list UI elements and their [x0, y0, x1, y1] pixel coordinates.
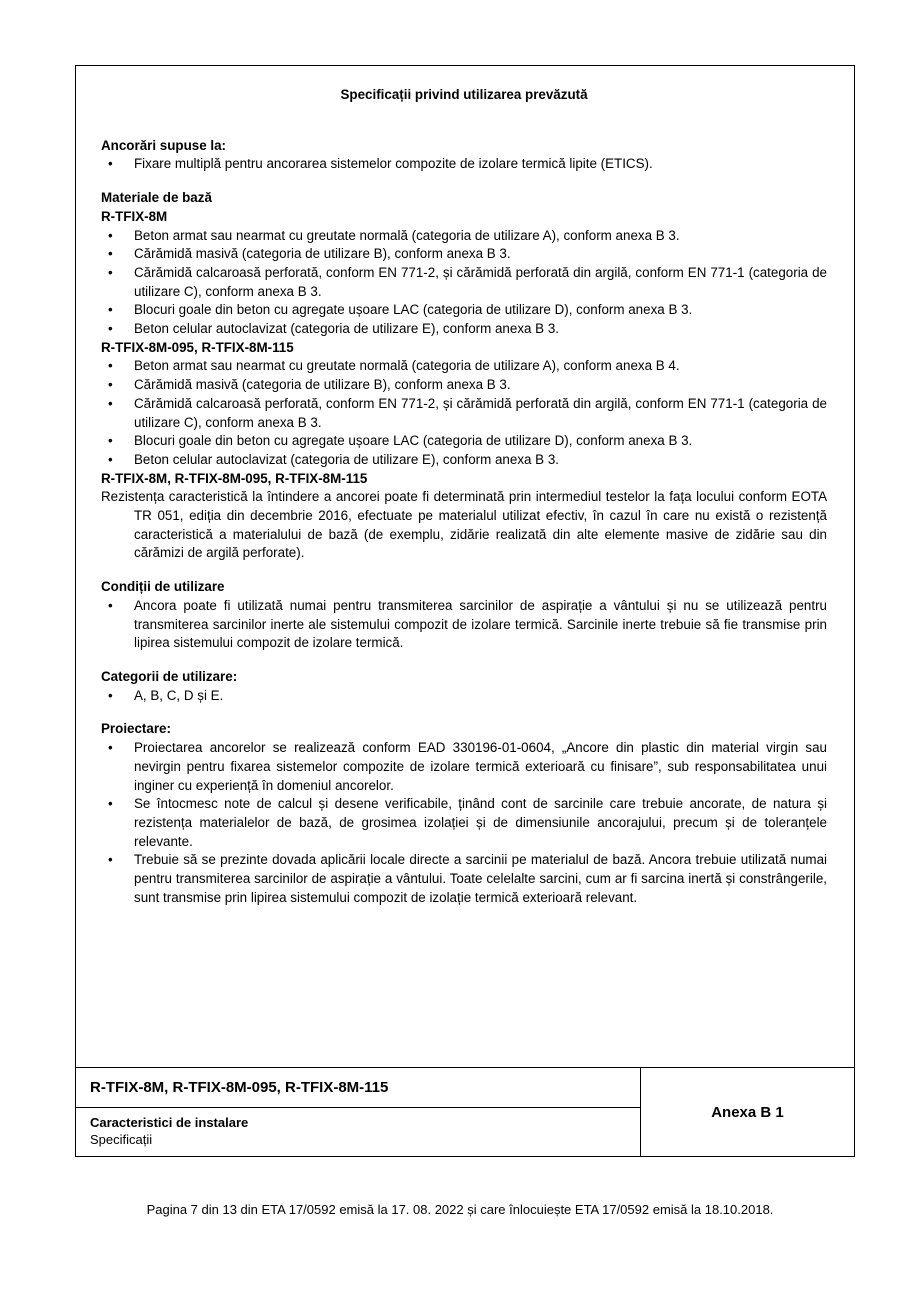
bullet-text: A, B, C, D și E. [134, 687, 224, 703]
bullet-item [101, 155, 827, 174]
bullet-icon: • [108, 395, 113, 411]
bullet-text: Proiectarea ancorelor se realizează conform EAD 330196-01-0604, „Ancore din plastic din material virgin sau nevirgin pentru fixarea sistemelor compozite de izolare termică exterioară cu finisare”, sub responsabilitatea unui inginer cu experiență în domeniul ancorelor. [134, 740, 827, 793]
bullet-text: Cărămidă calcaroasă perforată, conform EN 771-2, și cărămidă perforată din argilă, conform EN 771-1 (categoria de utilizare C), conform anexa B 3. [134, 264, 827, 299]
page-footer: Pagina 7 din 13 din ETA 17/0592 emisă la 17. 08. 2022 și care înlocuiește ETA 17/0592 emisă la 18.10.2018. [146, 1202, 774, 1217]
bullet-icon: • [108, 321, 113, 337]
section-heading: Proiectare: [101, 721, 171, 737]
bullet-item [101, 795, 827, 851]
bullet-text: Beton celular autoclavizat (categoria de utilizare E), conform anexa B 3. [134, 321, 560, 337]
bullet-text: Cărămidă masivă (categoria de utilizare B), conform anexa B 3. [134, 246, 511, 262]
annex-footer-table [76, 1067, 854, 1156]
bullet-text: Cărămidă masivă (categoria de utilizare B), conform anexa B 3. [134, 377, 511, 393]
footer-product-line: R-TFIX-8M, R-TFIX-8M-095, R-TFIX-8M-115 [76, 1068, 640, 1108]
annex-label: Anexa B 1 [711, 1103, 784, 1121]
document-body [101, 137, 827, 908]
bullet-item [101, 301, 827, 320]
footer-section-title: Caracteristici de instalare [90, 1115, 249, 1130]
bullet-text: Cărămidă calcaroasă perforată, conform EN 771-2, și cărămidă perforată din argilă, conform EN 771-1 (categoria de utilizare C), conform anexa B 3. [134, 395, 827, 430]
bullet-icon: • [108, 433, 113, 449]
bullet-item [101, 395, 827, 432]
bullet-icon: • [108, 358, 113, 374]
page-title: Specificații privind utilizarea prevăzută [340, 87, 588, 102]
bullet-icon: • [108, 451, 113, 467]
subheading: R-TFIX-8M, R-TFIX-8M-095, R-TFIX-8M-115 [101, 470, 368, 486]
document-content [76, 66, 854, 1067]
section-heading: Categorii de utilizare: [101, 668, 238, 684]
section-heading: Materiale de bază [101, 190, 212, 206]
bullet-icon: • [108, 302, 113, 318]
bullet-icon: • [108, 156, 113, 172]
bullet-icon: • [108, 796, 113, 812]
bullet-item [101, 687, 827, 706]
bullet-text: Ancora poate fi utilizată numai pentru transmiterea sarcinilor de aspirație a vântului și nu se utilizează pentru transmiterea sarcinilor inerte ale sistemului compozit de izolare termică. Sarcinile inerte trebuie să fie transmise prin lipirea sistemului compozit de izolare termică. [134, 597, 827, 651]
bullet-item [101, 264, 827, 301]
footer-left-column [76, 1068, 641, 1156]
bullet-icon: • [108, 377, 113, 393]
bullet-icon: • [108, 597, 113, 613]
footer-section-cell [76, 1108, 640, 1156]
bullet-item [101, 597, 827, 653]
bullet-icon: • [108, 687, 113, 703]
bullet-text: Beton celular autoclavizat (categoria de utilizare E), conform anexa B 3. [134, 451, 560, 467]
bullet-text: Beton armat sau nearmat cu greutate normală (categoria de utilizare A), conform anexa B 3. [134, 227, 680, 243]
bullet-text: Trebuie să se prezinte dovada aplicării locale directe a sarcinii pe materialul de bază. Ancora trebuie utilizată numai pentru transmiterea sarcinilor de aspirație a vântului. Toate celelalte sarcini, cum ar fi sarcina inertă și constrângerile, sunt transmise prin lipirea sistemului compozit de izolație termică exterioară relevant. [134, 852, 827, 905]
section-heading: Condiții de utilizare [101, 579, 225, 595]
bullet-item [101, 320, 827, 339]
subheading: R-TFIX-8M [101, 208, 168, 224]
bullet-text: Blocuri goale din beton cu agregate ușoare LAC (categoria de utilizare D), conform anexa B 3. [134, 302, 693, 318]
bullet-item [101, 227, 827, 246]
bullet-icon: • [108, 246, 113, 262]
bullet-icon: • [108, 227, 113, 243]
bullet-item [101, 451, 827, 470]
bullet-item [101, 376, 827, 395]
footer-section-subtitle: Specificații [90, 1131, 153, 1147]
bullet-item [101, 432, 827, 451]
bullet-item [101, 851, 827, 907]
bullet-text: Beton armat sau nearmat cu greutate normală (categoria de utilizare A), conform anexa B 4. [134, 358, 680, 374]
bullet-item [101, 357, 827, 376]
subheading: R-TFIX-8M-095, R-TFIX-8M-115 [101, 339, 294, 355]
paragraph: Rezistența caracteristică la întindere a ancorei poate fi determinată prin intermediul testelor la fața locului conform EOTA TR 051, ediția din decembrie 2016, efectuate pe materialul utilizat efectiv, în cazul în care nu există o rezistență caracteristică a materialului de bază (de exemplu, zidărie realizată din alte elemente masive de zidărie sau din cărămizi de argilă perforate). [101, 489, 827, 561]
bullet-icon: • [108, 852, 113, 868]
bullet-text: Se întocmesc note de calcul și desene verificabile, ținând cont de sarcinile care trebuie ancorate, de natura și rezistența materialelor de bază, de grosimea izolației și de dimensiunile ancorajului, precum și de toleranțele relevante. [134, 796, 827, 849]
bullet-icon: • [108, 264, 113, 280]
bullet-item [101, 739, 827, 795]
bullet-text: Blocuri goale din beton cu agregate ușoare LAC (categoria de utilizare D), conform anexa B 3. [134, 433, 693, 449]
bullet-icon: • [108, 740, 113, 756]
document-frame [75, 65, 855, 1157]
bullet-item [101, 245, 827, 264]
bullet-text: Fixare multiplă pentru ancorarea sistemelor compozite de izolare termică lipite (ETICS). [134, 156, 653, 172]
section-heading: Ancorări supuse la: [101, 137, 227, 153]
